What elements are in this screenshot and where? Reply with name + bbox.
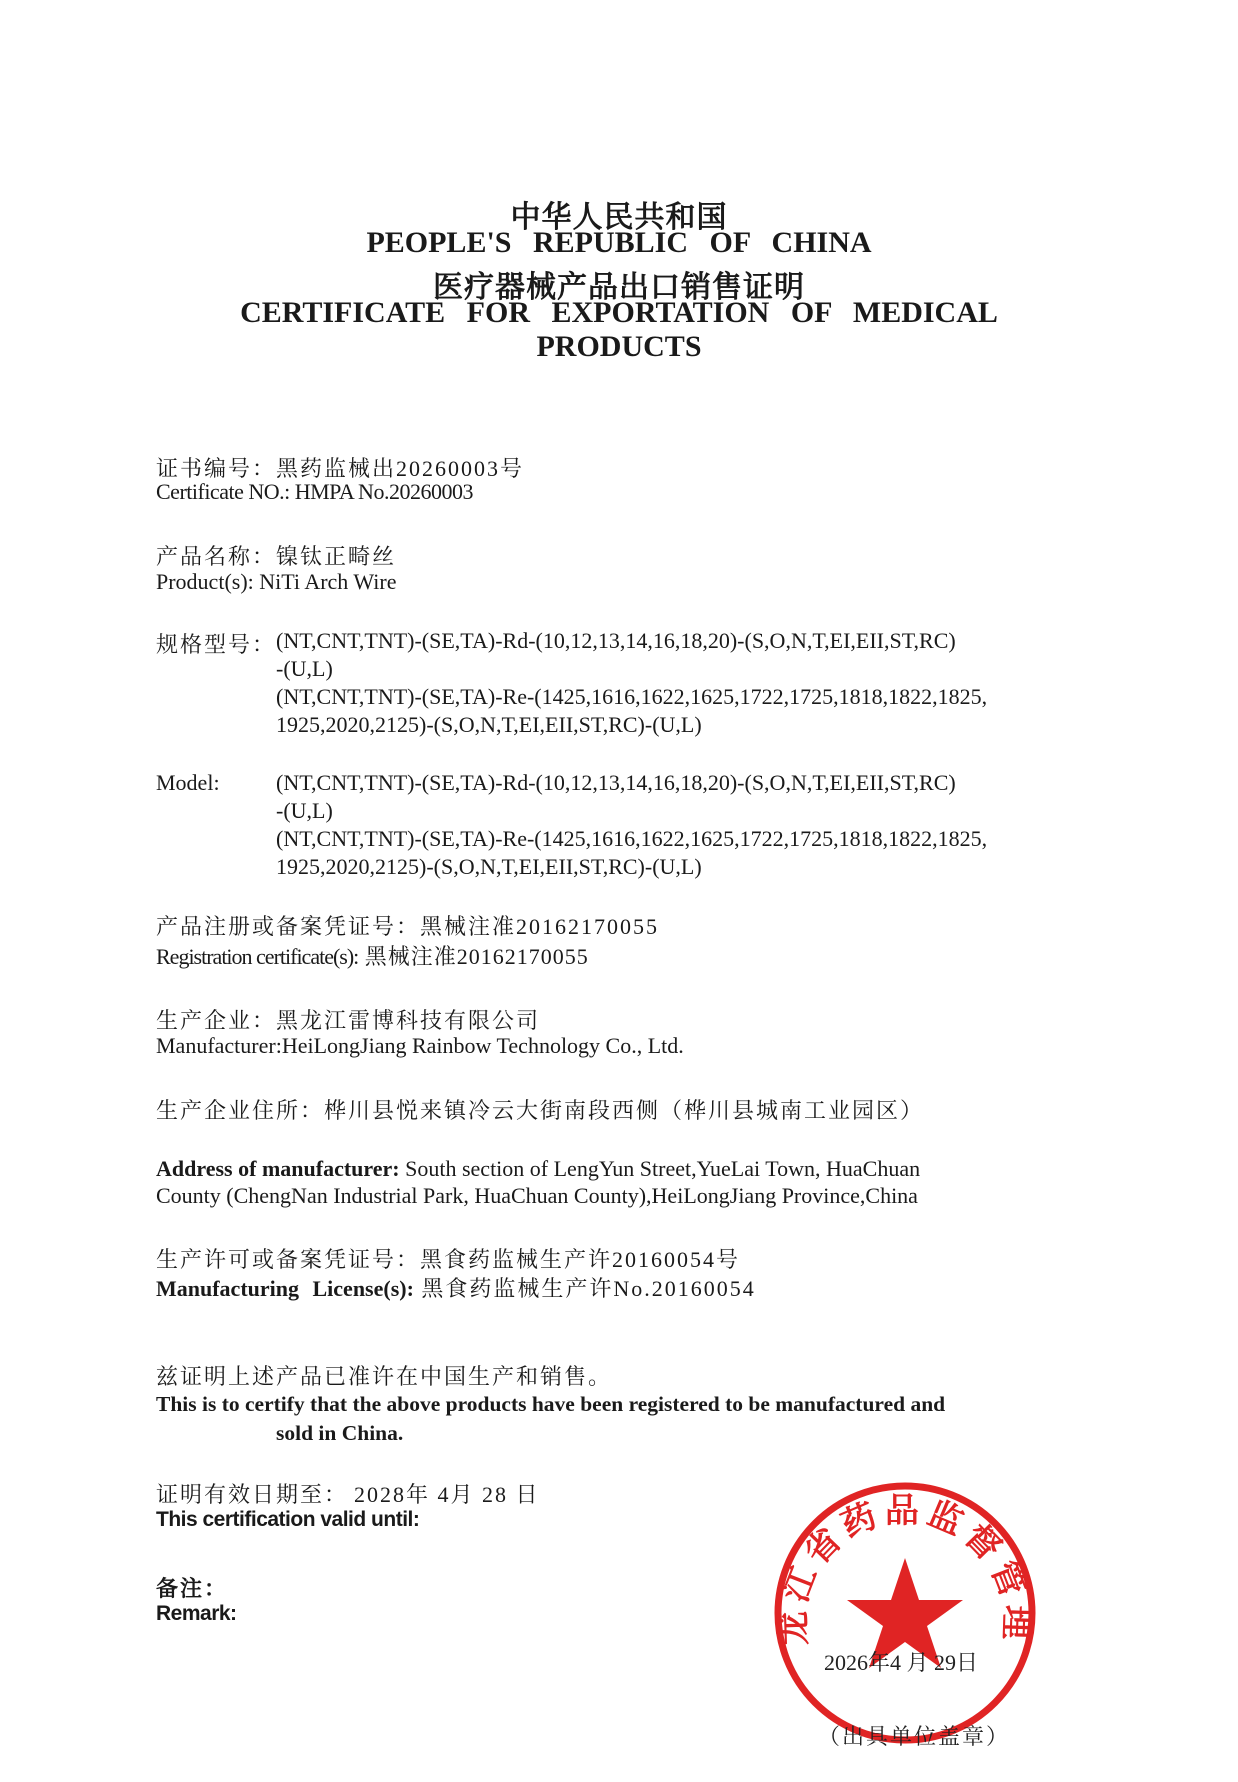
remark-cn: 备注： [156,1576,229,1601]
seal-date: 2026年4 月 29日 [824,1650,979,1675]
registration-en-label: Registration certificate(s): [156,944,359,969]
country-title-cn: 中华人民共和国 [510,201,728,234]
seal-caption: （出具单位盖章） [818,1724,1011,1749]
license-en [156,1272,756,1303]
model-cn-line-3: (NT,CNT,TNT)-(SE,TA)-Re-(1425,1616,1622,1625,1722,1725,1818,1822,1825, [276,684,988,709]
license-cn: 生产许可或备案凭证号：黑食药监械生产许20160054号 [156,1247,741,1272]
registration-en-value: 黑械注准20162170055 [358,944,589,969]
model-en-line-2: -(U,L) [276,798,333,823]
model-cn-line-1: (NT,CNT,TNT)-(SE,TA)-Rd-(10,12,13,14,16,18,20)-(S,O,N,T,EI,EII,ST,RC) [276,628,956,653]
manufacturer-cn: 生产企业：黑龙江雷博科技有限公司 [156,1008,541,1033]
address-en-value: South section of LengYun Street,YueLai Town, HuaChuan [399,1156,921,1181]
address-en-line2: County (ChengNan Industrial Park, HuaChuan County),HeiLongJiang Province,China [156,1183,918,1208]
certificate-title-cn: 医疗器械产品出口销售证明 [433,271,805,304]
seal-text: 龙江省药品监督管理 [773,1490,1037,1646]
license-en-value: 黑食药监械生产许No.20160054 [413,1276,756,1301]
product-name-en: Product(s): NiTi Arch Wire [156,569,397,594]
seal-graphic [770,1478,1040,1748]
statement-en-line1: This is to certify that the above products have been registered to be manufactured and [156,1392,946,1416]
model-en-line-4: 1925,2020,2125)-(S,O,N,T,EI,EII,ST,RC)-(U,L) [276,854,702,879]
model-en-line-1: (NT,CNT,TNT)-(SE,TA)-Rd-(10,12,13,14,16,18,20)-(S,O,N,T,EI,EII,ST,RC) [276,770,956,795]
model-label-cn: 规格型号： [156,632,277,657]
registration-en [156,940,589,971]
certificate-title-en-line1: CERTIFICATE FOR EXPORTATION OF MEDICAL [240,296,998,329]
registration-cn: 产品注册或备案凭证号：黑械注准20162170055 [156,914,660,939]
country-title-en: PEOPLE'S REPUBLIC OF CHINA [366,226,872,259]
official-seal [770,1478,1040,1748]
remark-en: Remark: [156,1602,237,1625]
certificate-no-en: Certificate NO.: HMPA No.20260003 [156,479,473,504]
validity-label-cn: 证明有效日期至： [156,1482,349,1507]
validity-date-cn: 2028年 4月 28 日 [354,1482,540,1507]
model-en-line-3: (NT,CNT,TNT)-(SE,TA)-Re-(1425,1616,1622,1625,1722,1725,1818,1822,1825, [276,826,988,851]
statement-cn: 兹证明上述产品已准许在中国生产和销售。 [156,1364,613,1389]
statement-en-line2: sold in China. [276,1421,404,1445]
license-en-label: Manufacturing License(s): [156,1276,414,1301]
manufacturer-en: Manufacturer:HeiLongJiang Rainbow Technology Co., Ltd. [156,1033,684,1058]
certificate-no-cn: 证书编号：黑药监械出20260003号 [156,456,525,481]
address-en-line1 [156,1156,920,1182]
validity-label-en: This certification valid until: [156,1508,420,1531]
model-cn-line-2: -(U,L) [276,656,333,681]
model-cn-line-4: 1925,2020,2125)-(S,O,N,T,EI,EII,ST,RC)-(U,L) [276,712,702,737]
product-name-cn: 产品名称：镍钛正畸丝 [156,544,397,569]
certificate-title-en-line2: PRODUCTS [536,330,702,363]
address-cn: 生产企业住所：桦川县悦来镇冷云大街南段西侧（桦川县城南工业园区） [156,1098,925,1123]
address-en-label: Address of manufacturer: [156,1156,400,1181]
model-label-en: Model: [156,770,220,795]
